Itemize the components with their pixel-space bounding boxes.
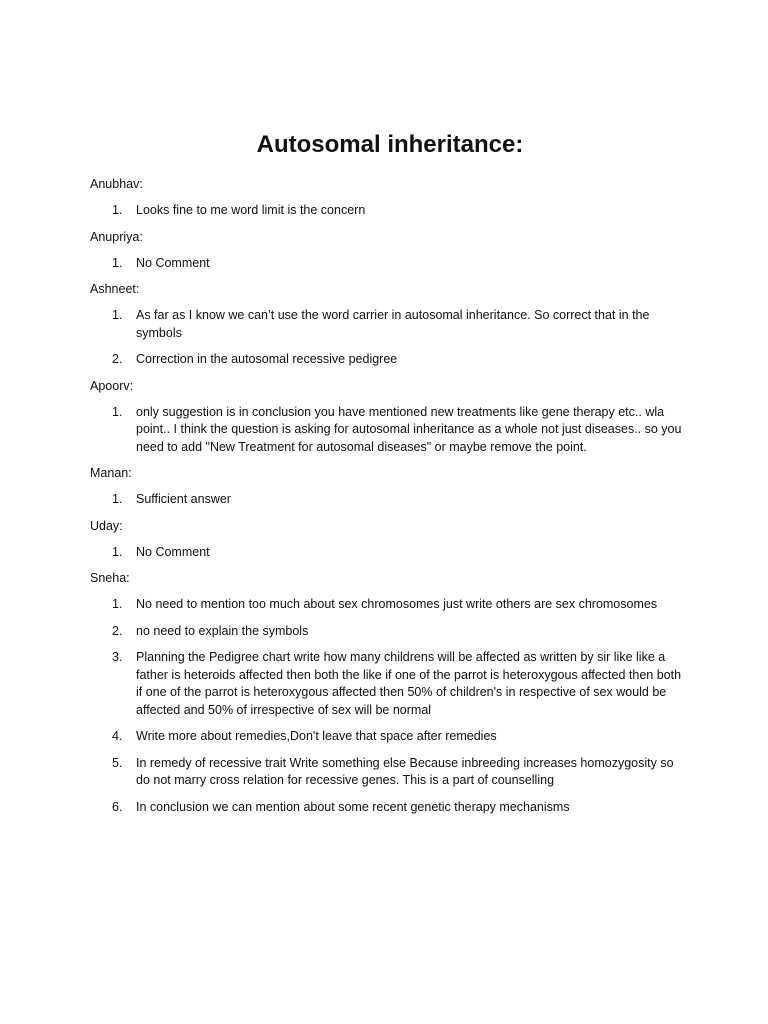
reviewer-name: Uday: [90, 518, 123, 533]
reviewer-name: Ashneet: [90, 282, 140, 296]
section-manan [90, 465, 690, 509]
item-number: 3. [112, 650, 123, 664]
comment-item [90, 491, 690, 509]
item-text: Planning the Pedigree chart write how many childrens will be affected as written by sir like like a father is heteroids affected then both the like if one of the parrot is heteroxygous affected then both if one of the parrot is heteroxygous affected then 50% of children's in respective of sex would be affected and 50% of irrespective of sex will be normal [136, 650, 682, 717]
item-number: 1. [112, 544, 123, 559]
item-number: 4. [112, 729, 123, 743]
item-text: In remedy of recessive trait Write something else Because inbreeding increases homozygosity so do not marry cross relation for recessive genes. This is a part of counselling [136, 755, 674, 787]
item-number: 6. [112, 799, 123, 814]
comment-item [90, 255, 690, 273]
document-page [90, 128, 690, 825]
comment-item [90, 307, 690, 342]
reviewer-name: Anupriya: [90, 229, 143, 244]
comment-item [90, 544, 690, 562]
item-number: 2. [112, 352, 123, 366]
page-title: Autosomal inheritance: [256, 131, 524, 158]
item-text: Looks fine to me word limit is the concern [136, 203, 366, 217]
section-uday [90, 518, 690, 562]
comment-list [90, 202, 690, 220]
reviewer-name: Anubhav: [90, 177, 143, 191]
item-number: 5. [112, 755, 123, 770]
item-text: only suggestion is in conclusion you have mentioned new treatments like gene therapy etc.. wla point.. I think the question is asking for autosomal inheritance as a whole not just diseases.. so you need to add "New Treatment for autosomal diseases" or maybe remove the point. [136, 404, 682, 454]
comment-list [90, 596, 690, 816]
comment-list [90, 544, 690, 562]
reviewer-name: Manan: [90, 466, 132, 480]
comment-item [90, 755, 690, 790]
item-text: Correction in the autosomal recessive pedigree [136, 352, 398, 366]
item-number: 2. [112, 623, 123, 638]
comment-item [90, 799, 690, 817]
item-number: 1. [112, 308, 123, 322]
item-text: In conclusion we can mention about some recent genetic therapy mechanisms [136, 799, 570, 814]
section-anubhav [90, 176, 690, 220]
item-text: No Comment [136, 255, 210, 270]
comment-list [90, 491, 690, 509]
item-number: 1. [112, 404, 123, 419]
reviewer-name: Apoorv: [90, 378, 134, 393]
item-number: 1. [112, 203, 123, 217]
comment-item [90, 649, 690, 719]
comment-item [90, 623, 690, 641]
comment-list [90, 255, 690, 273]
section-apoorv [90, 378, 690, 457]
comment-item [90, 728, 690, 746]
item-text: Sufficient answer [136, 492, 231, 506]
comment-item [90, 351, 690, 369]
section-ashneet [90, 281, 690, 369]
comment-list [90, 307, 690, 369]
item-text: no need to explain the symbols [136, 623, 309, 638]
section-anupriya [90, 229, 690, 273]
comment-item [90, 404, 690, 457]
reviewer-name: Sneha: [90, 571, 130, 585]
item-text: No need to mention too much about sex chromosomes just write others are sex chromosomes [136, 597, 658, 611]
comment-item [90, 596, 690, 614]
item-number: 1. [112, 255, 123, 270]
item-number: 1. [112, 492, 123, 506]
item-number: 1. [112, 597, 123, 611]
section-sneha [90, 570, 690, 816]
item-text: As far as I know we can’t use the word carrier in autosomal inheritance. So correct that in the symbols [136, 308, 650, 340]
comment-item [90, 202, 690, 220]
item-text: Write more about remedies,Don't leave that space after remedies [136, 729, 497, 743]
comment-list [90, 404, 690, 457]
item-text: No Comment [136, 544, 210, 559]
